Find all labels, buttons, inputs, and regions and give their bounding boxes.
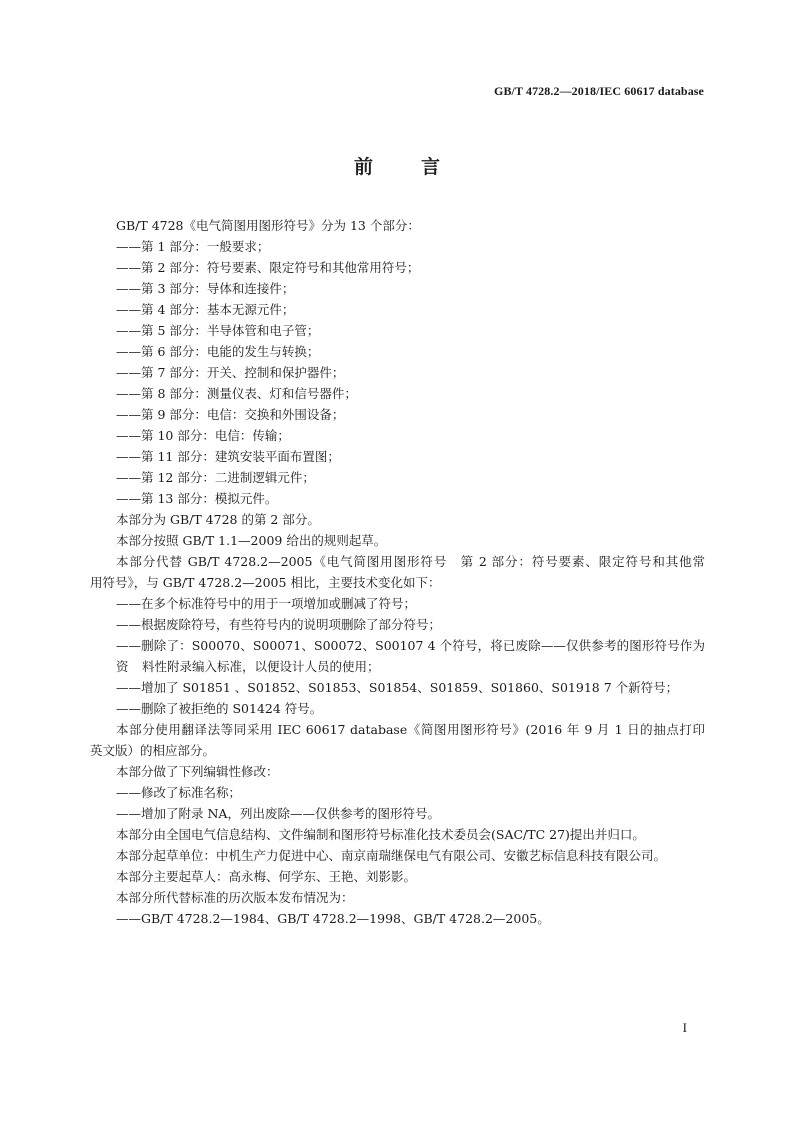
section-title: [0, 152, 794, 179]
list-item: ——增加了 S01851 、S01852、S01853、S01854、S01859、S01860、S01918 7 个新符号；: [116, 680, 679, 695]
paragraph-line: 本部分起草单位：中机生产力促进中心、南京南瑞继保电气有限公司、安徽艺标信息科技有限公司。: [116, 848, 667, 863]
paragraph-line: 本部分由全国电气信息结构、文件编制和图形符号标准化技术委员会(SAC/TC 27)提出并归口。: [116, 827, 645, 842]
title-char-2: 言: [421, 156, 441, 178]
title-char-1: 前: [353, 156, 373, 178]
list-item: ——第 7 部分：开关、控制和保护器件；: [116, 365, 345, 380]
paragraph-line: 本部分为 GB/T 4728 的第 2 部分。: [116, 512, 320, 527]
list-item: ——第 11 部分：建筑安装平面布置图；: [116, 449, 340, 464]
paragraph-line: GB/T 4728《电气简图用图形符号》分为 13 个部分：: [116, 218, 420, 233]
list-item: ——第 13 部分：模拟元件。: [116, 491, 278, 506]
paragraph-line: 本部分所代替标准的历次版本发布情况为：: [116, 890, 354, 905]
list-item: ——删除了：S00070、S00071、S00072、S00107 4 个符号，将已废除——仅供参考的图形符号作为资: [116, 638, 705, 674]
paragraph-line: 本部分主要起草人：高永梅、何学东、王艳、刘影影。: [116, 869, 417, 884]
list-item: ——GB/T 4728.2—1984、GB/T 4728.2—1998、GB/T 4728.2—2005。: [116, 911, 550, 926]
paragraph-line: 本部分代替 GB/T 4728.2—2005《电气简图用图形符号 第 2 部分：符号要素、限定符号和其他常: [116, 554, 705, 569]
list-item: ——第 1 部分：一般要求；: [116, 239, 270, 254]
paragraph-line: 用符号》，与 GB/T 4728.2—2005 相比，主要技术变化如下：: [90, 575, 441, 590]
list-item: ——第 10 部分：电信：传输；: [116, 428, 290, 443]
paragraph-line: 本部分使用翻译法等同采用 IEC 60617 database《简图用图形符号》(2016 年 9 月 1 日的抽点打印: [116, 722, 705, 737]
list-item: ——第 4 部分：基本无源元件；: [116, 302, 295, 317]
paragraph-line: 本部分做了下列编辑性修改：: [116, 764, 279, 779]
list-item: ——增加了附录 NA，列出废除——仅供参考的图形符号。: [116, 806, 440, 821]
list-item: ——第 2 部分：符号要素、限定符号和其他常用符号；: [116, 260, 420, 275]
list-item: ——第 9 部分：电信：交换和外围设备；: [116, 407, 345, 422]
list-item: ——在多个标准符号中的用于一项增加或删减了符号；: [116, 596, 417, 611]
standard-code-header: GB/T 4728.2—2018/IEC 60617 database: [494, 84, 704, 98]
list-item: ——第 8 部分：测量仪表、灯和信号器件；: [116, 386, 357, 401]
list-item: ——第 12 部分：二进制逻辑元件；: [116, 470, 315, 485]
paragraph-line: 英文版）的相应部分。: [90, 743, 216, 758]
list-item: ——删除了被拒绝的 S01424 符号。: [116, 701, 323, 716]
list-item: ——第 3 部分：导体和连接件；: [116, 281, 295, 296]
list-item: ——修改了标准名称；: [116, 785, 242, 800]
foreword-body: [90, 215, 705, 929]
list-item: ——第 6 部分：电能的发生与转换；: [116, 344, 320, 359]
paragraph-line: 料性附录编入标准，以便设计人员的使用；: [142, 659, 380, 674]
page-number: I: [682, 1020, 687, 1035]
paragraph-line: 本部分按照 GB/T 1.1—2009 给出的规则起草。: [116, 533, 387, 548]
list-item: ——根据废除符号，有些符号内的说明项删除了部分符号；: [116, 617, 442, 632]
list-item: ——第 5 部分：半导体管和电子管；: [116, 323, 320, 338]
